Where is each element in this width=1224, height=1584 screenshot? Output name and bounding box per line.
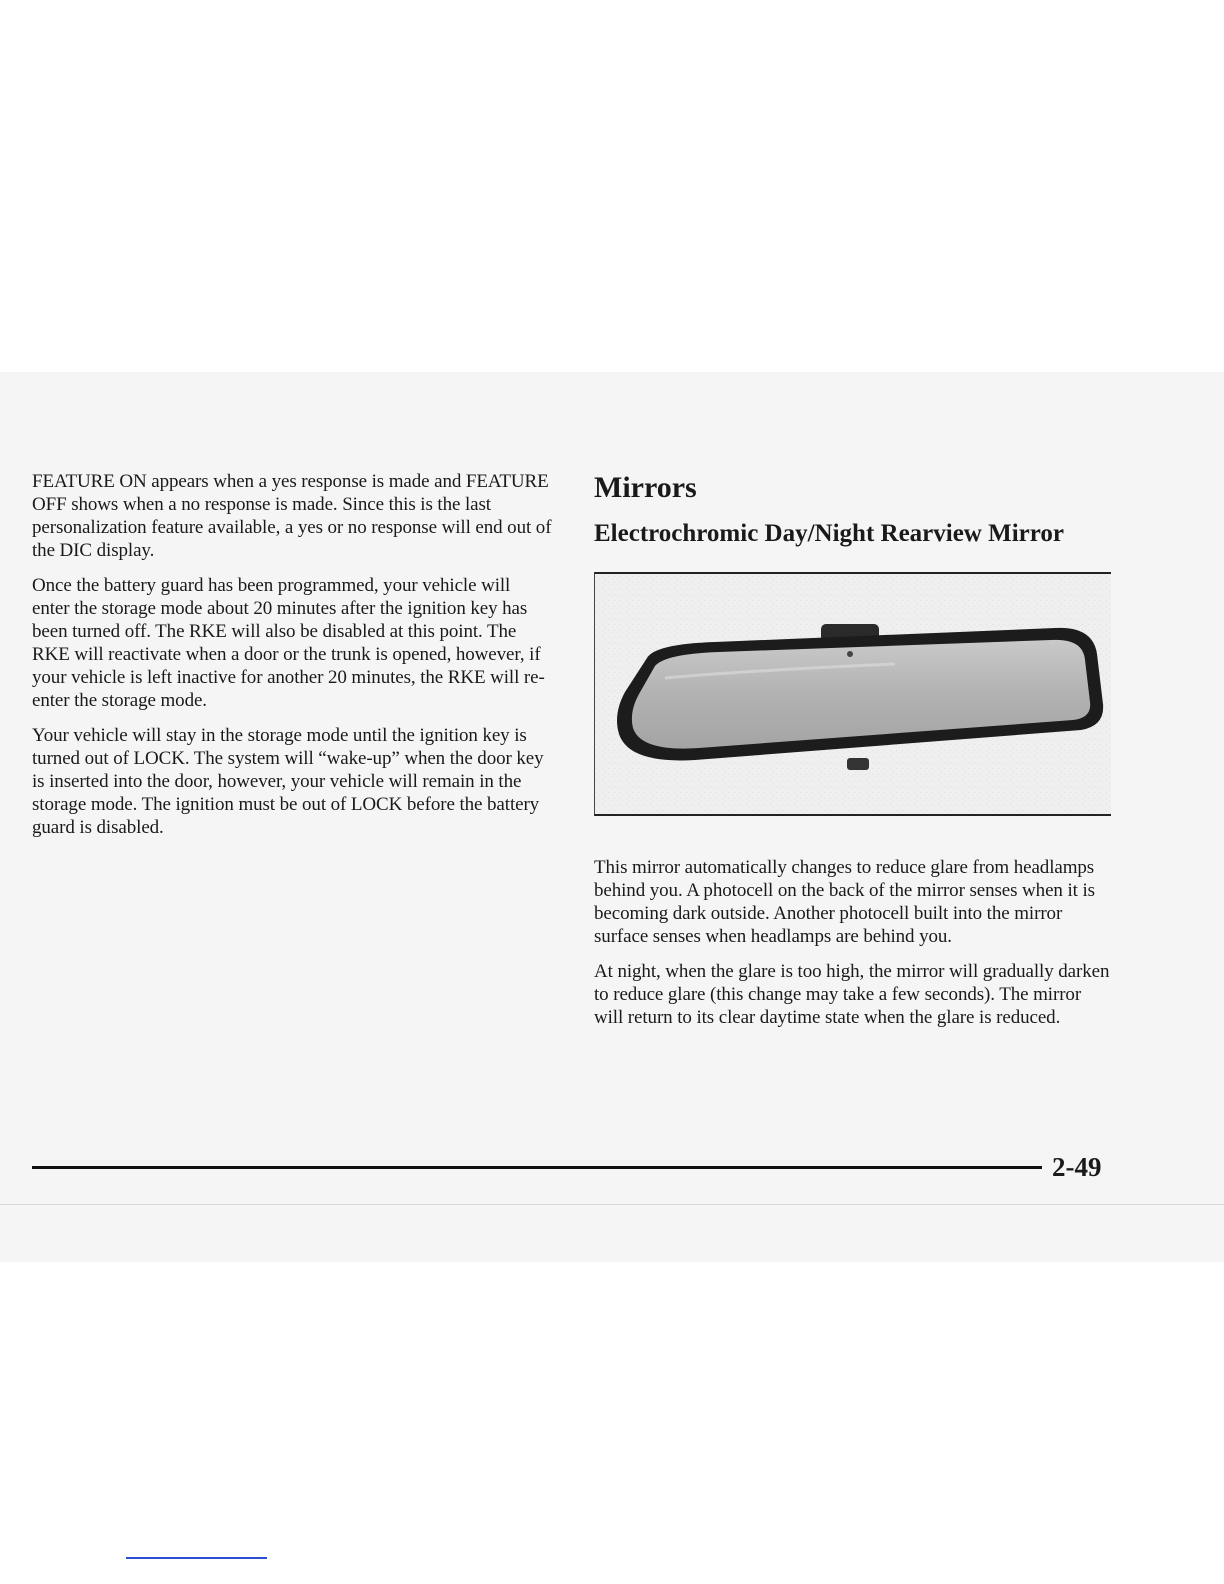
page-bottom-edge: [0, 1204, 1224, 1205]
paragraph-storage-mode: Your vehicle will stay in the storage mode until the ignition key is turned out of LOCK. The system will “wake-up” when the door key is inserted into the door, however, your vehicle will remain in the storage mode. The ignition must be out of LOCK before the battery guard is disabled.: [32, 725, 544, 838]
left-column: [32, 470, 552, 851]
paragraph-feature-on: FEATURE ON appears when a yes response is made and FEATURE OFF shows when a no response is made. Since this is the last personalization feature available, a yes or no response will end out of the DIC display.: [32, 471, 552, 561]
right-text-block: [594, 856, 1114, 1029]
subsection-title: Electrochromic Day/Night Rearview Mirror: [594, 520, 1064, 547]
link-underline: [126, 1557, 267, 1559]
right-column: [594, 468, 1114, 1041]
paragraph-battery-guard: Once the battery guard has been programmed, your vehicle will enter the storage mode about 20 minutes after the ignition key has been turned off. The RKE will also be disabled at this point. The RKE will reactivate when a door or the trunk is opened, however, if your vehicle is left inactive for another 20 minutes, the RKE will re-enter the storage mode.: [32, 575, 545, 711]
rearview-mirror-figure: [594, 572, 1111, 816]
paragraph-mirror-description: This mirror automatically changes to reduce glare from headlamps behind you. A photocell on the back of the mirror senses when it is becoming dark outside. Another photocell built into the mirror surface senses when headlamps are behind you.: [594, 857, 1095, 947]
footer-rule: [32, 1166, 1042, 1169]
rearview-mirror-icon: [595, 574, 1111, 814]
paragraph-night-glare: At night, when the glare is too high, the mirror will gradually darken to reduce glare (this change may take a few seconds). The mirror will return to its clear daytime state when the glare is reduced.: [594, 961, 1110, 1028]
section-title: Mirrors: [594, 471, 697, 504]
page-number: 2-49: [1052, 1152, 1102, 1182]
